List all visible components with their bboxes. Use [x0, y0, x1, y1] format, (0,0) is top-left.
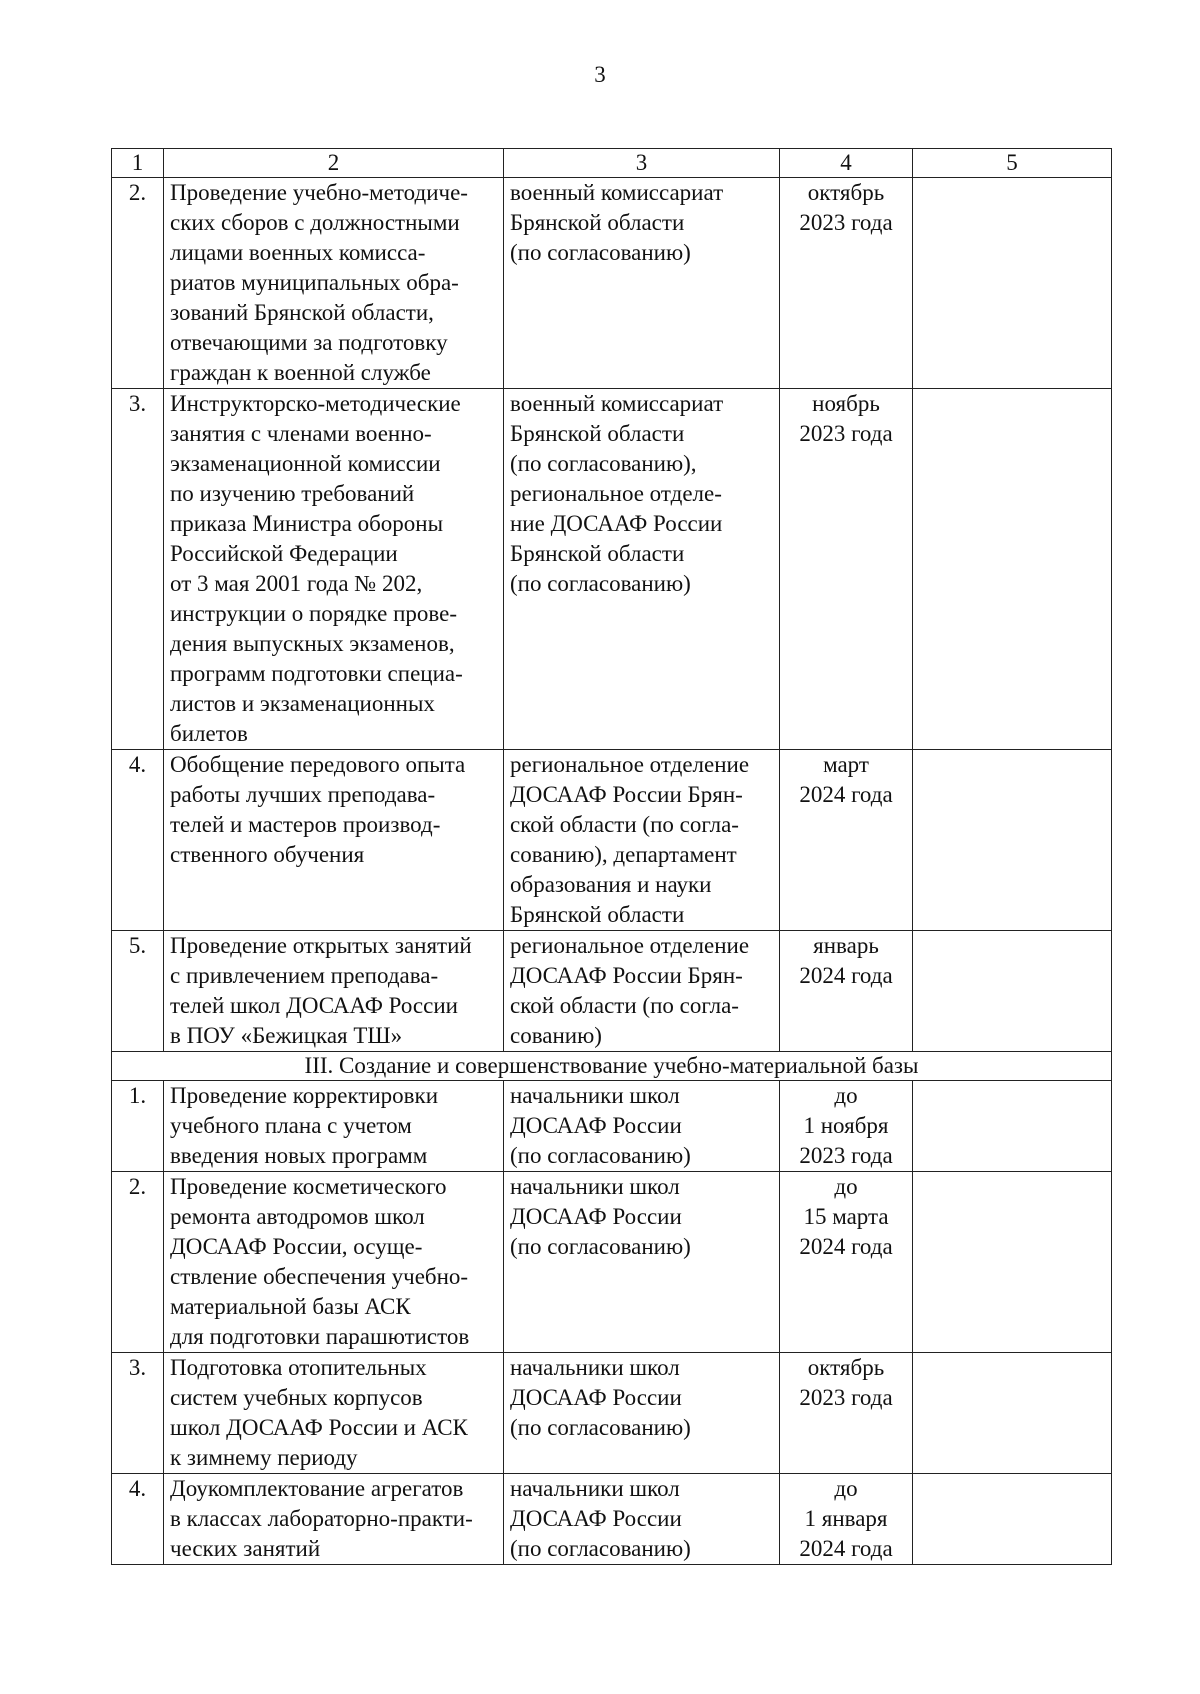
table-header-row — [112, 149, 1112, 178]
responsible-cell: начальники школ ДОСААФ России (по согласованию) — [504, 1353, 780, 1474]
page-number: 3 — [594, 62, 606, 87]
row-number: 2. — [112, 178, 164, 389]
term-cell: до 1 ноября 2023 года — [780, 1081, 913, 1172]
event-cell: Подготовка отопительных систем учебных корпусов школ ДОСААФ России и АСК к зимнему периоду — [164, 1353, 504, 1474]
term-cell: до 15 марта 2024 года — [780, 1172, 913, 1353]
plan-table — [111, 148, 1112, 1565]
section-title: III. Создание и совершенствование учебно-материальной базы — [112, 1052, 1112, 1081]
term-cell: октябрь 2023 года — [780, 1353, 913, 1474]
row-number: 2. — [112, 1172, 164, 1353]
responsible-cell: военный комиссариат Брянской области (по согласованию), региональное отделе- ние ДОСААФ России Брянской области (по согласованию) — [504, 389, 780, 750]
row-number: 1. — [112, 1081, 164, 1172]
table-row — [112, 1353, 1112, 1474]
responsible-cell: начальники школ ДОСААФ России (по согласованию) — [504, 1474, 780, 1565]
note-cell — [913, 931, 1112, 1052]
table-row — [112, 1474, 1112, 1565]
header-cell: 3 — [504, 149, 780, 178]
section-header-row — [112, 1052, 1112, 1081]
note-cell — [913, 178, 1112, 389]
table-row — [112, 178, 1112, 389]
note-cell — [913, 389, 1112, 750]
table-row — [112, 1081, 1112, 1172]
header-cell: 1 — [112, 149, 164, 178]
event-cell: Проведение учебно-методиче- ских сборов с должностными лицами военных комисса- риатов муниципальных обра- зований Брянской области, отвечающими за подготовку граждан к военной службе — [164, 178, 504, 389]
note-cell — [913, 750, 1112, 931]
row-number: 3. — [112, 1353, 164, 1474]
row-number: 5. — [112, 931, 164, 1052]
term-cell: ноябрь 2023 года — [780, 389, 913, 750]
table-row — [112, 1172, 1112, 1353]
term-cell: до 1 января 2024 года — [780, 1474, 913, 1565]
note-cell — [913, 1081, 1112, 1172]
responsible-cell: начальники школ ДОСААФ России (по согласованию) — [504, 1172, 780, 1353]
header-cell: 5 — [913, 149, 1112, 178]
event-cell: Доукомплектование агрегатов в классах лабораторно-практи- ческих занятий — [164, 1474, 504, 1565]
responsible-cell: региональное отделение ДОСААФ России Брян- ской области (по согла- сованию) — [504, 931, 780, 1052]
header-cell: 4 — [780, 149, 913, 178]
event-cell: Инструкторско-методические занятия с членами военно- экзаменационной комиссии по изучению требований приказа Министра обороны Российской Федерации от 3 мая 2001 года № 202, инструкции о порядке прове- дения выпускных экзаменов, программ подготовки специа- листов и экзаменационных билетов — [164, 389, 504, 750]
row-number: 4. — [112, 1474, 164, 1565]
event-cell: Проведение корректировки учебного плана с учетом введения новых программ — [164, 1081, 504, 1172]
term-cell: октябрь 2023 года — [780, 178, 913, 389]
header-cell: 2 — [164, 149, 504, 178]
note-cell — [913, 1474, 1112, 1565]
responsible-cell: начальники школ ДОСААФ России (по согласованию) — [504, 1081, 780, 1172]
event-cell: Проведение косметического ремонта автодромов школ ДОСААФ России, осуще- ствление обеспечения учебно- материальной базы АСК для подготовки парашютистов — [164, 1172, 504, 1353]
table-row — [112, 750, 1112, 931]
event-cell: Обобщение передового опыта работы лучших преподава- телей и мастеров производ- ственного обучения — [164, 750, 504, 931]
note-cell — [913, 1172, 1112, 1353]
term-cell: январь 2024 года — [780, 931, 913, 1052]
note-cell — [913, 1353, 1112, 1474]
responsible-cell: военный комиссариат Брянской области (по согласованию) — [504, 178, 780, 389]
term-cell: март 2024 года — [780, 750, 913, 931]
table-row — [112, 931, 1112, 1052]
responsible-cell: региональное отделение ДОСААФ России Брян- ской области (по согла- сованию), департамент образования и науки Брянской области — [504, 750, 780, 931]
row-number: 4. — [112, 750, 164, 931]
table-row — [112, 389, 1112, 750]
event-cell: Проведение открытых занятий с привлечением преподава- телей школ ДОСААФ России в ПОУ «Бежицкая ТШ» — [164, 931, 504, 1052]
row-number: 3. — [112, 389, 164, 750]
